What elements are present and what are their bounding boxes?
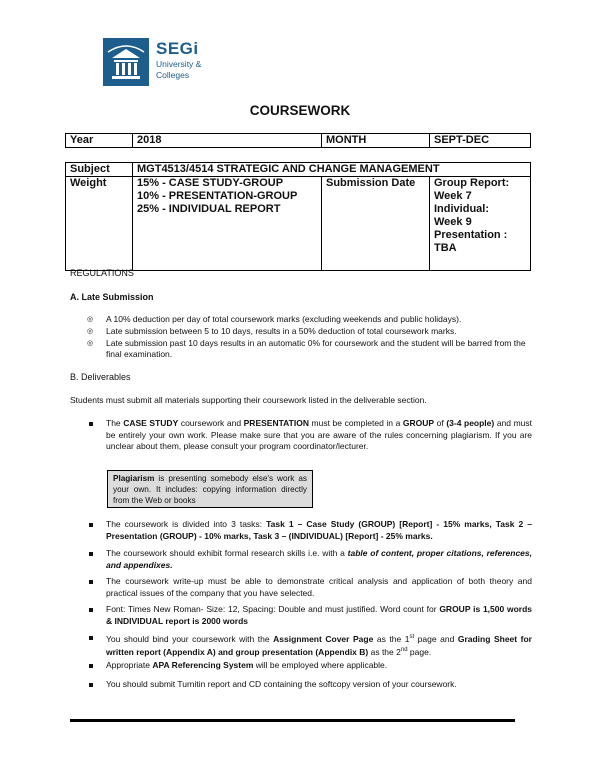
subject-value: MGT4513/4514 STRATEGIC AND CHANGE MANAGEMENT — [133, 163, 531, 177]
page-title: COURSEWORK — [249, 103, 351, 118]
weight-values — [133, 177, 322, 271]
submission-date-label: Submission Date — [322, 177, 430, 271]
bullet-text: The coursework write-up must be able to demonstrate critical analysis and application of both theory and practical issues of the company that you have selected. — [106, 576, 532, 598]
deliverables-intro: Students must submit all materials supporting their coursework listed in the deliverable section. — [70, 395, 427, 405]
submission-line: Group Report: — [434, 177, 510, 189]
late-submission-heading: A. Late Submission — [70, 292, 154, 302]
bullet-square-icon — [89, 664, 93, 668]
year-month-table — [65, 133, 531, 148]
weight-line: 10% - PRESENTATION-GROUP — [137, 190, 298, 202]
submission-line: Week 9 — [434, 216, 472, 228]
weight-line: 25% - INDIVIDUAL REPORT — [137, 203, 281, 215]
bullet-square-icon — [89, 580, 93, 584]
submission-line: TBA — [434, 242, 457, 254]
weight-label: Weight — [66, 177, 133, 271]
month-value: SEPT-DEC — [430, 134, 531, 148]
segi-logo — [103, 38, 215, 86]
bullet-square-icon — [89, 608, 93, 612]
list-item: ◎ A 10% deduction per day of total coursework marks (excluding weekends and public holidays). — [87, 314, 532, 325]
regulations-heading: REGULATIONS — [70, 268, 134, 278]
bullet-text: You should submit Turnitin report and CD containing the softcopy version of your coursework. — [106, 679, 457, 689]
bullet-square-icon — [89, 636, 93, 640]
plagiarism-note: Plagiarism is presenting somebody else's work as your own. It includes: copying information directly from the Web or books — [107, 470, 313, 508]
bullet-square-icon — [89, 683, 93, 687]
weight-line: 15% - CASE STUDY-GROUP — [137, 177, 284, 189]
list-item: ◎ Late submission past 10 days results in an automatic 0% for coursework and the student will be barred from the final examination. — [87, 338, 532, 360]
late-submission-list — [87, 314, 532, 361]
submission-date-values — [430, 177, 531, 271]
logo-brand: SEGi — [156, 39, 199, 58]
bullet-text: The coursework is divided into 3 tasks: Task 1 – Case Study (GROUP) [Report] - 15% marks, Task 2 – Presentation (GROUP) - 10% marks, Task 3 – (INDIVIDUAL) [Report] - 25% marks. — [106, 519, 532, 541]
bullet-text: The CASE STUDY coursework and PRESENTATION must be completed in a GROUP of (3-4 people) and must be entirely your own work. Please make sure that you are aware of the rules concerning plagiarism. If you are unclear about them, please consult your program coordinator/lecturer. — [106, 418, 532, 451]
submission-line: Presentation : — [434, 229, 508, 241]
bullet-text: Font: Times New Roman- Size: 12, Spacing: Double and must justified. Word count for GROUP is 1,500 words & INDIVIDUAL report is 2000 words — [106, 604, 533, 626]
bullet-square-icon — [89, 422, 93, 426]
submission-line: Individual: — [434, 203, 489, 215]
subject-weight-table — [65, 162, 531, 271]
logo-subtitle-1: University & — [156, 59, 202, 69]
logo-subtitle-2: Colleges — [156, 70, 190, 80]
university-building-icon — [103, 38, 149, 86]
list-item: ◎ Late submission between 5 to 10 days, results in a 50% deduction of total coursework marks. — [87, 326, 532, 337]
bullet-text: You should bind your coursework with the Assignment Cover Page as the 1st page and Grading Sheet for written report (Appendix A) and group presentation (Appendix B) as the 2nd page. — [106, 633, 532, 658]
bullet-text: The coursework should exhibit formal research skills i.e. with a table of content, proper citations, references, and appendixes. — [106, 548, 532, 570]
year-label: Year — [66, 134, 133, 148]
subject-label: Subject — [66, 163, 133, 177]
year-value: 2018 — [133, 134, 322, 148]
bullet-text: Appropriate APA Referencing System will be employed where applicable. — [106, 660, 388, 670]
footer-divider — [70, 719, 515, 722]
bullet-square-icon — [89, 552, 93, 556]
deliverables-heading: B. Deliverables — [70, 372, 131, 382]
month-label: MONTH — [322, 134, 430, 148]
bullet-square-icon — [89, 523, 93, 527]
submission-line: Week 7 — [434, 190, 472, 202]
